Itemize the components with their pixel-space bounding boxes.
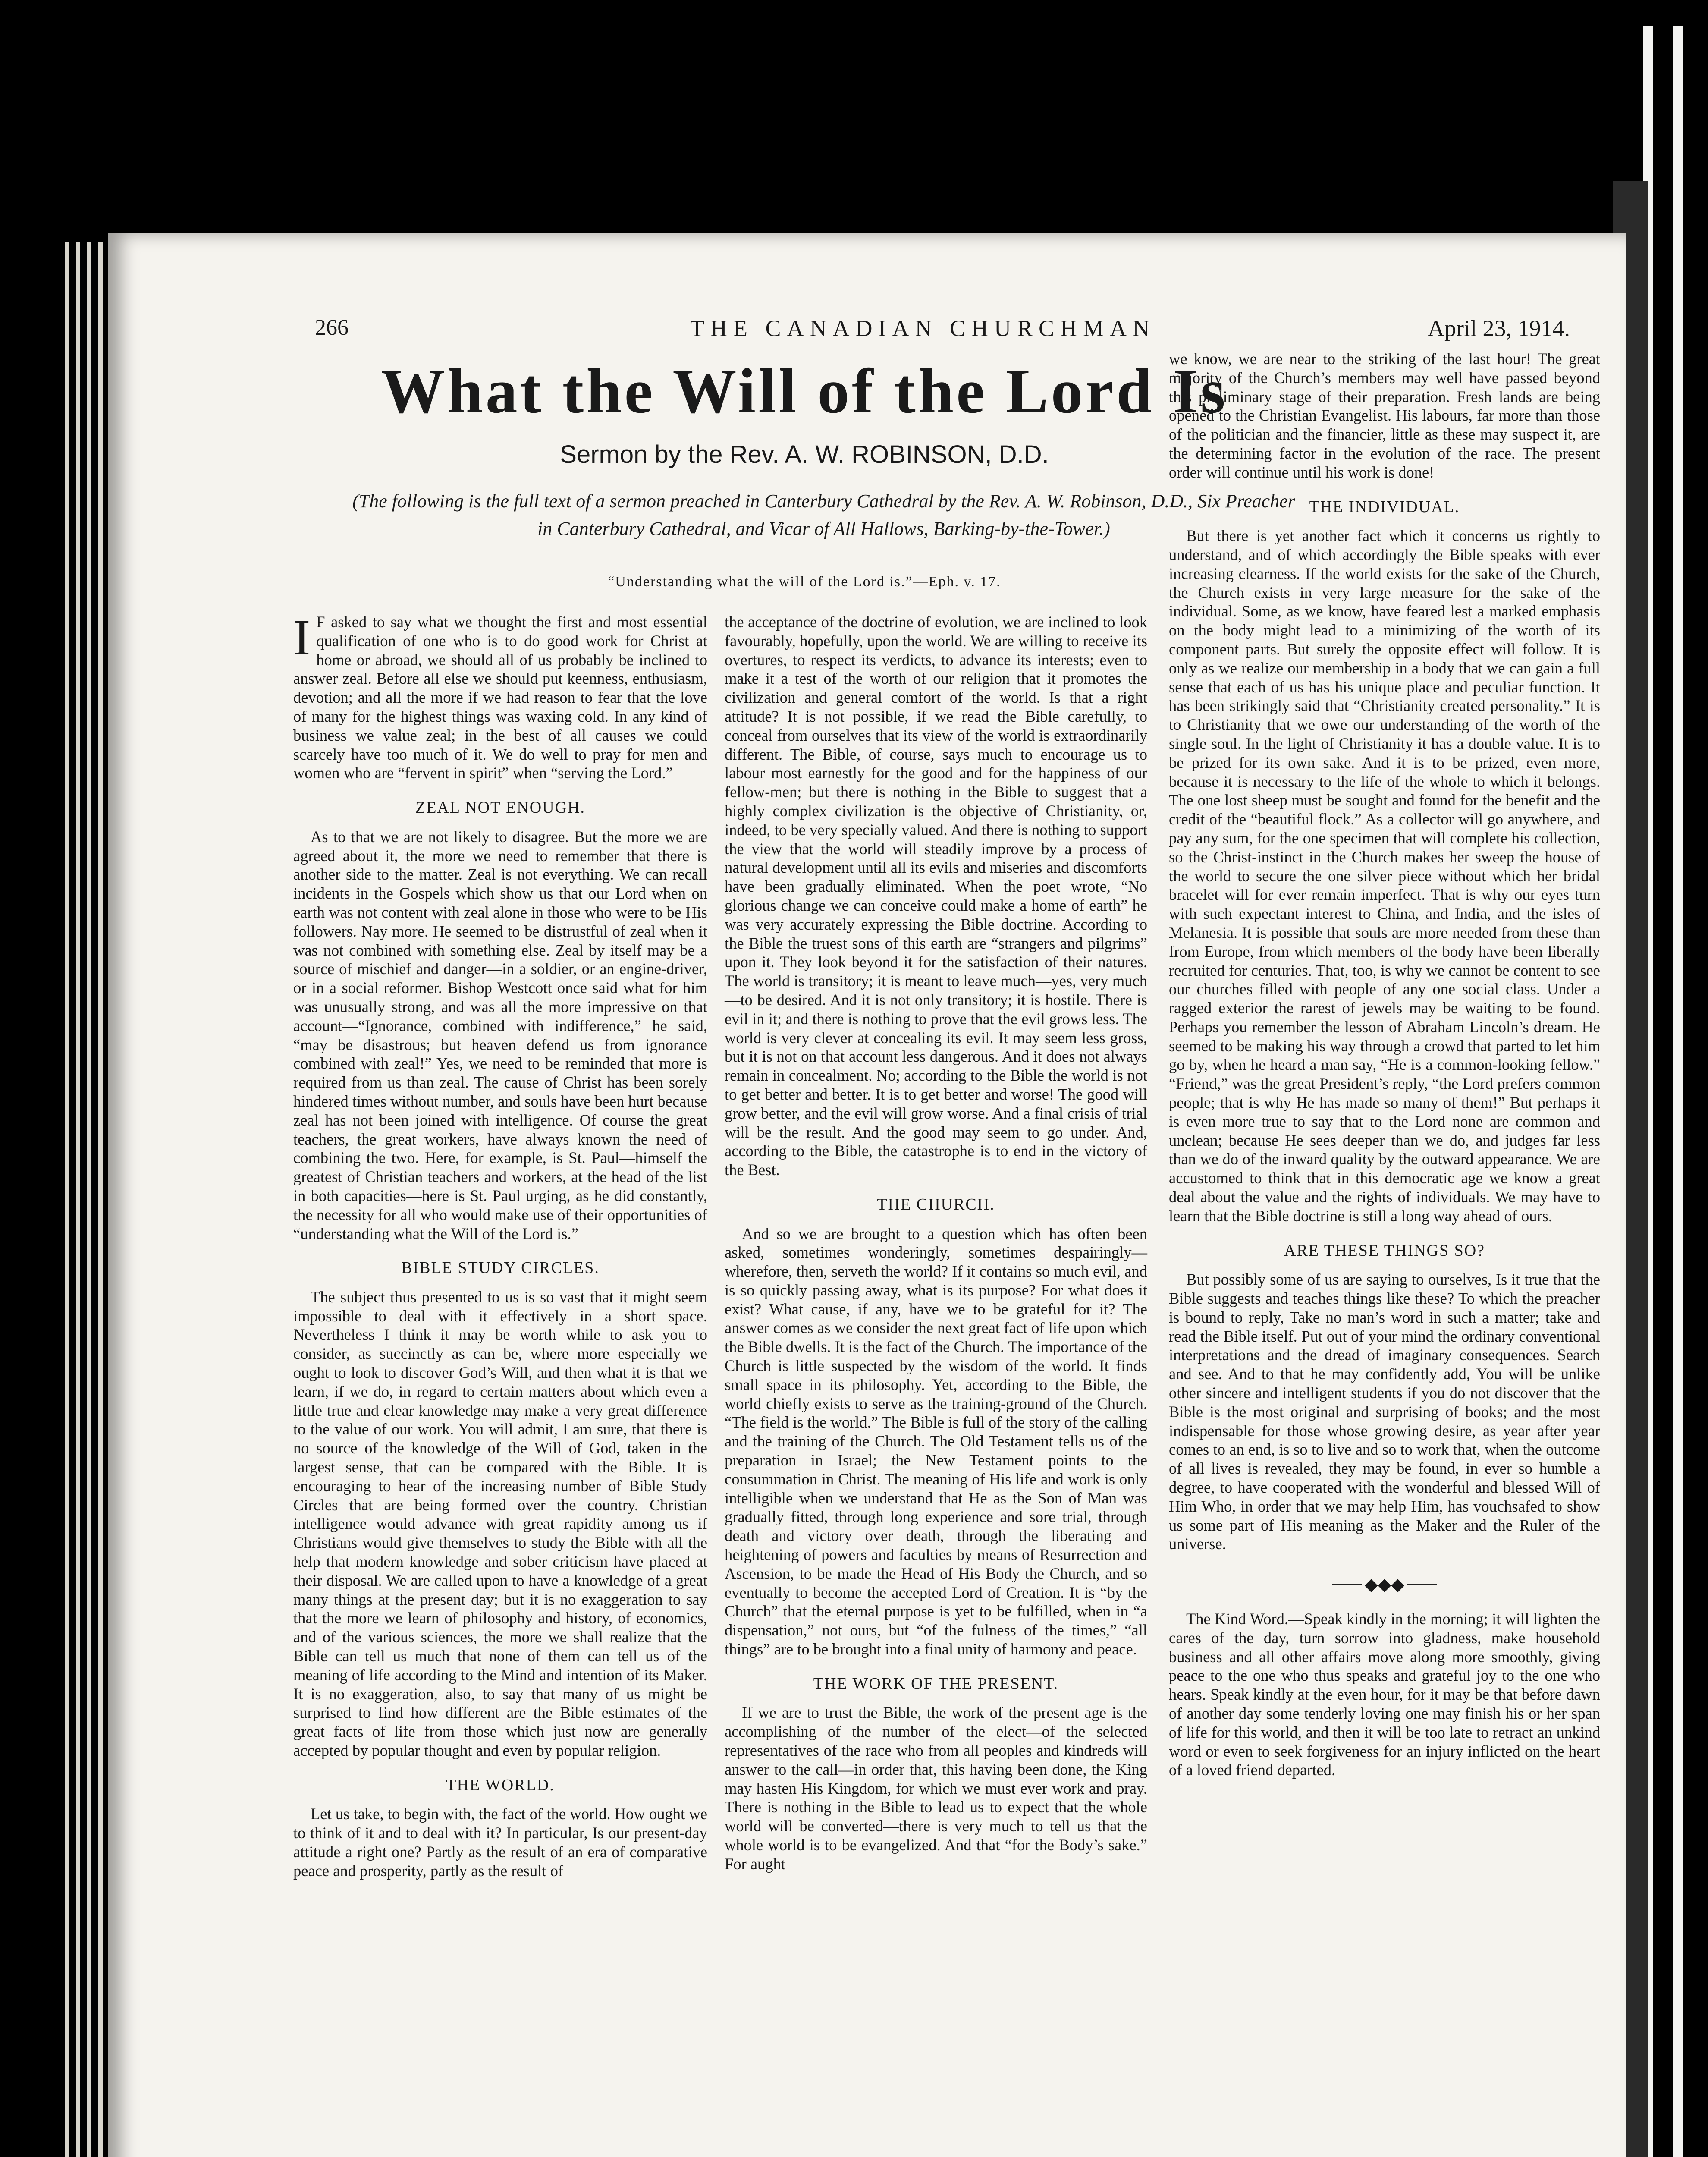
- divider-ornament: ◆◆◆: [1169, 1572, 1600, 1595]
- paragraph: If we are to trust the Bible, the work of the present age is the accomplishing of the number of the elect—of the selected representatives of the race who from all peoples and kindreds will answer to the call—in order that, this having been done, the King may hasten His Kingdom, for which we must ever work and pray. There is nothing in the Bible to lead us to expect that the whole world will be converted—there is very much to tell us that the whole world is to be evangelized. And that “for the Body’s sake.” For aught: [725, 1704, 1147, 1873]
- section-heading: THE WORK OF THE PRESENT.: [813, 1674, 1059, 1693]
- journal-title: THE CANADIAN CHURCHMAN: [690, 315, 1156, 341]
- section-heading: BIBLE STUDY CIRCLES.: [401, 1259, 600, 1277]
- paragraph: the acceptance of the doctrine of evolution, we are inclined to look favourably, hopefully, upon the world. We are willing to receive its overtures, to respect its verdicts, to advance its interests; even to make it a test of the worth of our religion that it promotes the civilization and general comfort of the world. Is that a right attitude? It is not possible, if we read the Bible carefully, to conceal from ourselves that its view of the world is extraordinarily different. The Bible, of course, says much to encourage us to labour most earnestly for the good and for the happiness of our fellow-men; but there is nothing in the Bible to suggest that a highly complex civilization is the objective of Christianity, or, indeed, to be very specially valued. And there is nothing to support the view that the world will steadily improve by a process of natural development until all its evils and miseries and discomforts have been gradually eliminated. When the poet wrote, “No glorious change we can conceive could make a home of earth” he was very accurately expressing the Bible doctrine. According to the Bible the truest sons of this earth are “strangers and pilgrims” upon it. They look beyond it for the satisfaction of their natures. The world is transitory; it is meant to leave much—yes, very much—to be desired. And it is not only transitory; it is hostile. There is evil in it; and there is nothing to prove that the evil grows less. The world is very clever at concealing its evil. It may seem less gross, but it is not on that account less dangerous. And it does not always remain in concealment. No; according to the Bible the world is not to get better and better. It is to get better and worse! The good will grow better, and the evil will grow worse. And a final crisis of trial will be the result. And the good may seem to go under. And, according to the Bible, the catastrophe is to end in the victory of the Best.: [725, 613, 1147, 1179]
- paragraph: But there is yet another fact which it concerns us rightly to understand, and of which accordingly the Bible speaks with ever increasing clearness. If the world exists for the sake of the Church, the Church exists in very large measure for the sake of the individual. Some, as we know, have feared lest a marked emphasis on the body might lead to a minimizing of the worth of its component parts. But surely the opposite effect will follow. It is only as we realize our membership in a body that we can gain a full sense that each of us has his unique place and peculiar function. It has been strikingly said that “Christianity created personality.” It is to Christianity that we owe our understanding of the worth of the single soul. In the light of Christianity it has a double value. It is to be prized for its own sake. And it is to be prized, even more, because it is necessary to the life of the whole to which it belongs. The one lost sheep must be sought and found for the benefit and the credit of the “beautiful flock.” As a collector will go anywhere, and pay any sum, for the one specimen that will complete his collection, so the Christ-instinct in the Church makes her sweep the house of the world to secure the one silver piece without which her bridal bracelet will for ever remain imperfect. That is why our eyes turn with such expectant interest to China, and India, and the isles of Melanesia. It is possible that souls are more needed from these than from Europe, from which members of the body have been liberally recruited for centuries. That, too, is why we cannot be content to see our churches filled with people of any one social class. Under a ragged exterior the rarest of jewels may be waiting to be found. Perhaps you remember the lesson of Abraham Lincoln’s dream. He seemed to be making his way through a crowd that parted to let him go by, when he heard a man say, “He is a common-looking fellow.” “Friend,” was the great President’s reply, “the Lord prefers common people; that is why He has made so many of them!” But perhaps it is even more true to say that to the Lord none are common and unclean; because He sees deeper than we do, and judges far less than we do of the inward quality by the outward appearance. We are accustomed to think that in this democratic age we know a great deal about the value and the rights of individuals. We may have to learn that the Bible doctrine is still a long way ahead of ours.: [1169, 527, 1600, 1225]
- column-1: [293, 609, 707, 1884]
- article-intro: (The following is the full text of a sermon preached in Canterbury Cathedral by the Rev. A. W. Robinson, D.D., Six Preacher in Canterbury Cathedral, and Vicar of All Hallows, Barking-by-the-Tower.): [352, 491, 1295, 539]
- paragraph: And so we are brought to a question which has often been asked, sometimes wonderingly, sometimes despairingly—wherefore, then, serveth the world? If it contains so much evil, and is so quickly passing away, what is its purpose? For what does it exist? What cause, if any, have we to be grateful for it? The answer comes as we consider the next great fact of life upon which the Bible dwells. It is the fact of the Church. The importance of the Church is little suspected by the wisdom of the world. It finds small space in its philosophy. Yet, according to the Bible, the world chiefly exists to serve as the training-ground of the Church. “The field is the world.” The Bible is full of the story of the calling and the training of the Church. The Old Testament tells us of the preparation in Israel; the New Testament points to the consummation in Christ. The meaning of His life and work is only intelligible when we understand that He as the Son of Man was gradually fitted, through long experience and sore trial, through death and victory over death, through the liberating and heightening of powers and faculties by means of Resurrection and Ascension, to be made the Head of His Body the Church, and so eventually to become the accepted Lord of Creation. It is “by the Church” that the eternal purpose is yet to be fulfilled, when in “a dispensation,” not ours, but “of the fulness of the times,” “all things” are to be brought into a final unity of harmony and peace.: [725, 1224, 1147, 1658]
- running-header: [108, 315, 1626, 354]
- page-number: 266: [315, 315, 349, 340]
- scanner-edge-bars: [1643, 26, 1691, 2157]
- section-heading: THE WORLD.: [446, 1776, 555, 1794]
- paragraph: As to that we are not likely to disagree. But the more we are agreed about it, the more we need to remember that there is another side to the matter. Zeal is not everything. We can recall incidents in the Gospels which show us that our Lord when on earth was not content with zeal alone in those who were to be His followers. Nay more. He seemed to be distrustful of zeal when it was not combined with something else. Zeal by itself may be a source of mischief and danger—in a soldier, or an engine-driver, or in a social reformer. Bishop Westcott once said what for him was unusually strong, and was all the more impressive on that account—“Ignorance, combined with indifference,” he said, “may be disastrous; but heaven defend us from ignorance combined with zeal!” Yes, we need to be reminded that more is required from us than zeal. The cause of Christ has been sorely hindered times without number, and souls have been hurt because zeal has not been joined with intelligence. Of course the great teachers, the great workers, have always known the need of combining the two. Here, for example, is St. Paul—himself the greatest of Christian teachers and workers, at the head of the list in both capacities—here is St. Paul urging, as he did constantly, the necessity for all who would make use of their opportunities of “understanding what the Will of the Lord is.”: [293, 827, 707, 1242]
- section-heading: THE INDIVIDUAL.: [1309, 497, 1460, 516]
- article-title: What the Will of the Lord Is: [381, 356, 1228, 427]
- article-epigraph: “Understanding what the will of the Lord is.”—Eph. v. 17.: [608, 574, 1001, 590]
- paragraph: Let us take, to begin with, the fact of the world. How ought we to think of it and to deal with it? In particular, Is our present-day attitude a right one? Partly as the result of an era of comparative peace and prosperity, partly as the result of: [293, 1805, 707, 1880]
- column-3: [1169, 349, 1600, 1783]
- section-heading: ARE THESE THINGS SO?: [1284, 1241, 1485, 1260]
- column-2: [725, 613, 1147, 1877]
- paragraph: we know, we are near to the striking of the last hour! The great majority of the Church’s members may well have passed beyond this preliminary stage of their preparation. Fresh lands are being opened to the Christian Evangelist. His labours, far more than those of the politician and the financier, little as these may suspect it, are the determining factor in the evolution of the race. The present order will continue until his work is done!: [1169, 350, 1600, 481]
- article-byline: Sermon by the Rev. A. W. ROBINSON, D.D.: [560, 440, 1049, 469]
- issue-date: April 23, 1914.: [1428, 315, 1570, 341]
- section-heading: ZEAL NOT ENOUGH.: [415, 799, 585, 817]
- paragraph: The Kind Word.—Speak kindly in the morning; it will lighten the cares of the day, turn sorrow into gladness, make household business and all other affairs move along more smoothly, giving peace to the one who thus speaks and grateful joy to the one who hears. Speak kindly at the even hour, for it may be that before dawn of another day some tenderly loving one may finish his or her span of life for this world, and then it will be too late to retract an unkind word or even to seek forgiveness for an injury inflicted on the heart of a loved friend departed.: [1169, 1610, 1600, 1779]
- newspaper-page: [108, 233, 1626, 2157]
- edge-bar: [1673, 26, 1683, 2157]
- paragraph: But possibly some of us are saying to ourselves, Is it true that the Bible suggests and teaches things like these? To which the preacher is bound to reply, Take no man’s word in such a matter; take and read the Bible itself. Put out of your mind the ordinary conventional interpretations and the dread of imaginary consequences. Search and see. And to that he may confidently add, You will be unlike other sincere and intelligent students if you do not discover that the Bible is the most original and surprising of books; and the most indispensable for those whose growing desire, as year after year comes to an end, is so to live and so to work that, when the outcome of all lives is revealed, they may be found, in ever so humble a degree, to have cooperated with the wonderful and blessed Will of Him Who, in order that we may help Him, has vouchsafed to show us some part of His meaning as the Maker and the Ruler of the universe.: [1169, 1270, 1600, 1553]
- drop-cap: I: [293, 609, 311, 666]
- paragraph: The subject thus presented to us is so vast that it might seem impossible to deal with it effectively in a short space. Nevertheless I think it may be worth while to ask you to consider, as succinctly as can be, where more especially we ought to look to discover God’s Will, and then what it is that we learn, if we do, in regard to certain matters about which even a little true and clear knowledge may make a very great difference to the value of our work. You will admit, I am sure, that there is no source of the knowledge of the Will of God, taken in the largest sense, that can be compared with the Bible. It is encouraging to hear of the increasing number of Bible Study Circles that are being formed over the country. Christian intelligence would advance with great rapidity among us if Christians would give themselves to study the Bible with all the help that modern knowledge and sober criticism have placed at their disposal. We are called upon to have a knowledge of a great many things at the present day; but it is no exaggeration to say that the more we learn of philosophy and history, of economics, and of the various sciences, the more we shall realize that the Bible can tell us much that none of them can tell us of the meaning of life according to the Mind and intention of its Maker. It is no exaggeration, also, to say that many of us might be surprised to find how different are the Bible estimates of the great facts of life from those which just now are generally accepted by popular thought and even by popular religion.: [293, 1288, 707, 1760]
- section-heading: THE CHURCH.: [877, 1195, 995, 1214]
- paragraph: I F asked to say what we thought the first and most essential qualification of one who is to do good work for Christ at home or abroad, we should all of us probably be inclined to answer zeal. Before all else we should put keenness, enthusiasm, devotion; and all the more if we had reason to fear that the love of many for the highest things was waxing cold. In any kind of business we value zeal; in the best of all causes we could scarcely have too much of it. We do well to pray for men and women who are “fervent in spirit” when “serving the Lord.”: [293, 609, 707, 782]
